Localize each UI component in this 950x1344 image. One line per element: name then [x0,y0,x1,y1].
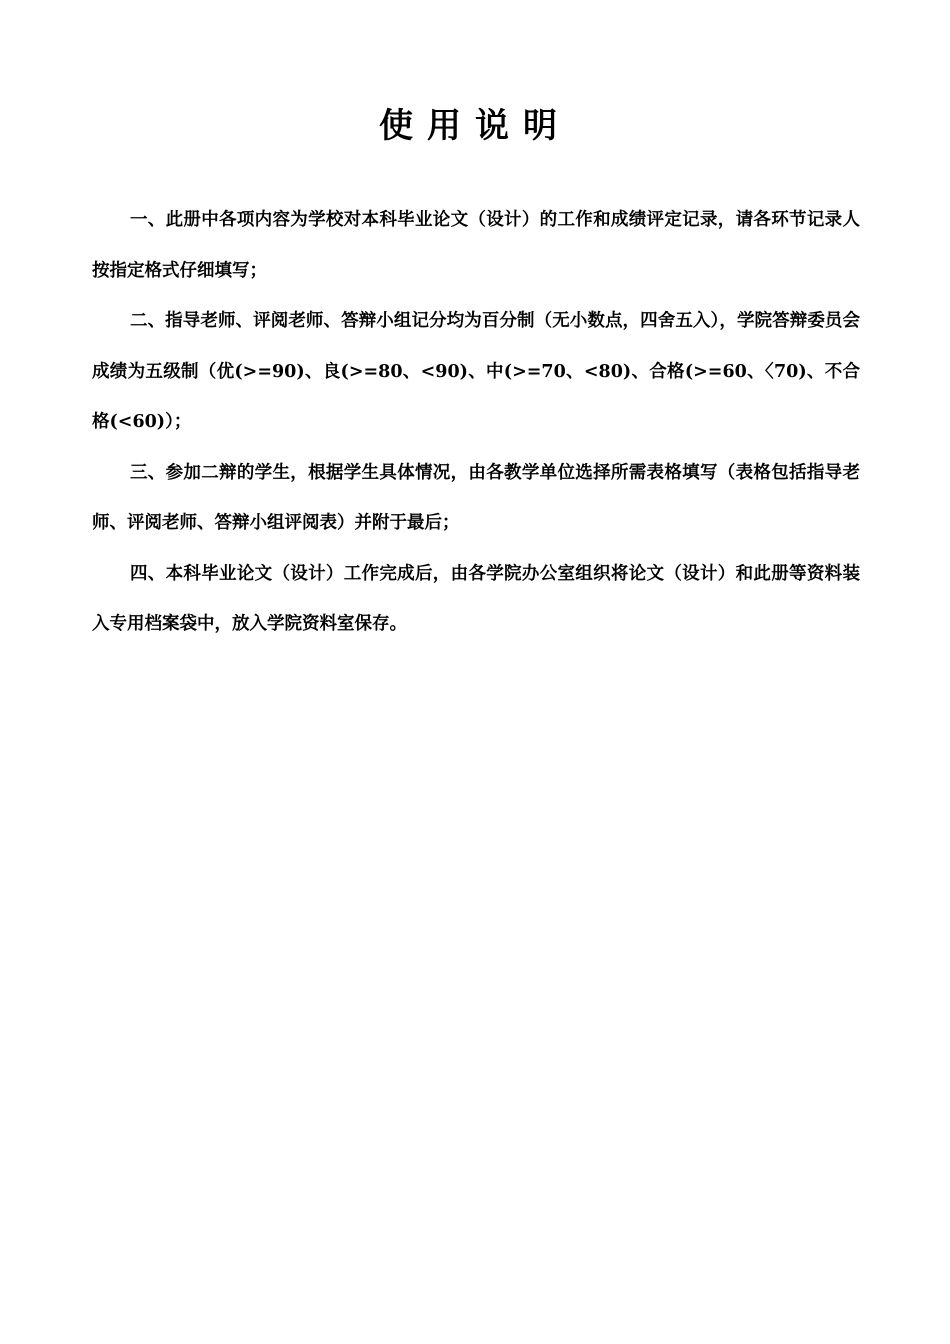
instruction-paragraph-3: 三、参加二辩的学生，根据学生具体情况，由各教学单位选择所需表格填写（表格包括指导老师、评阅老师、答辩小组评阅表）并附于最后； [92,462,860,533]
instruction-paragraph-2: 二、指导老师、评阅老师、答辩小组记分均为百分制（无小数点，四舍五入），学院答辩委员会成绩为五级制（优(>=90)、良(>=80、<90)、中(>=70、<80)、合格(>=60、〈70)、不合格(<60)）； [92,311,860,432]
instruction-paragraph-4: 四、本科毕业论文（设计）工作完成后，由各学院办公室组织将论文（设计）和此册等资料装入专用档案袋中，放入学院资料室保存。 [92,563,860,634]
page-title: 使用说明 [379,106,571,146]
instructions-body [92,195,860,650]
instruction-paragraph-1: 一、此册中各项内容为学校对本科毕业论文（设计）的工作和成绩评定记录，请各环节记录人按指定格式仔细填写； [92,210,860,281]
